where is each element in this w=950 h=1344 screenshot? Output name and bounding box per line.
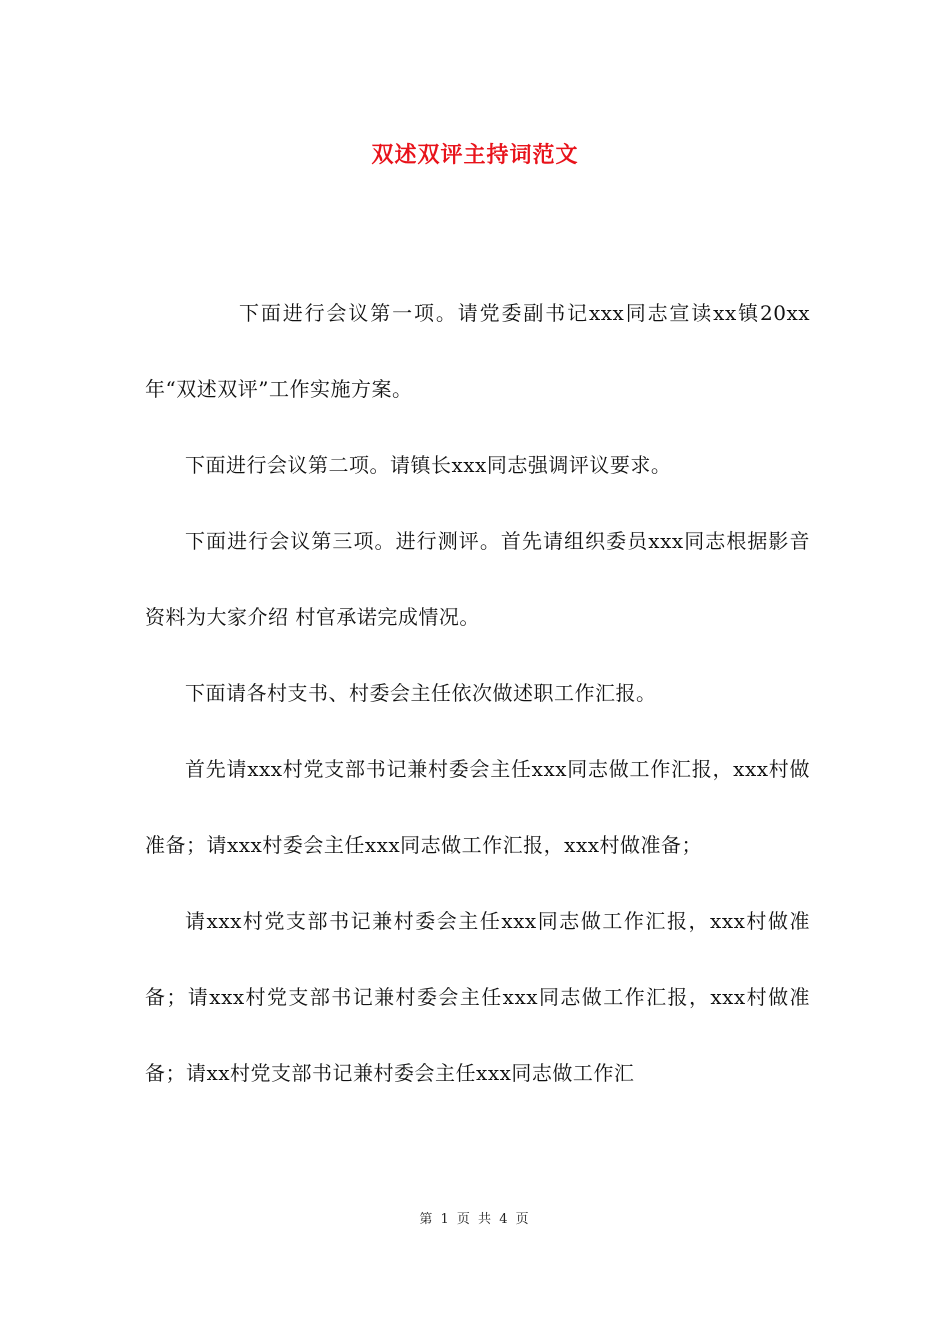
paragraph-4: 下面请各村支书、村委会主任依次做述职工作汇报。 [185, 681, 657, 705]
paragraph-3: 下面进行会议第三项。进行测评。首先请组织委员xxx同志根据影音资料为大家介绍 村官承诺完成情况。 [145, 529, 810, 629]
paragraph-2: 下面进行会议第二项。请镇长xxx同志强调评议要求。 [185, 453, 672, 477]
paragraph-6: 请xxx村党支部书记兼村委会主任xxx同志做工作汇报，xxx村做准备；请xxx村党支部书记兼村委会主任xxx同志做工作汇报，xxx村做准备；请xx村党支部书记兼村委会主任xxx同志做工作汇 [145, 909, 810, 1085]
document-title: 双述双评主持词范文 [371, 142, 579, 168]
page-footer: 第 1 页 共 4 页 [419, 1212, 531, 1227]
document-body [145, 275, 810, 1111]
paragraph-1: 下面进行会议第一项。请党委副书记xxx同志宣读xx镇20xx年“双述双评”工作实施方案。 [145, 301, 810, 401]
paragraph-5: 首先请xxx村党支部书记兼村委会主任xxx同志做工作汇报，xxx村做准备；请xxx村委会主任xxx同志做工作汇报，xxx村做准备； [145, 757, 810, 857]
